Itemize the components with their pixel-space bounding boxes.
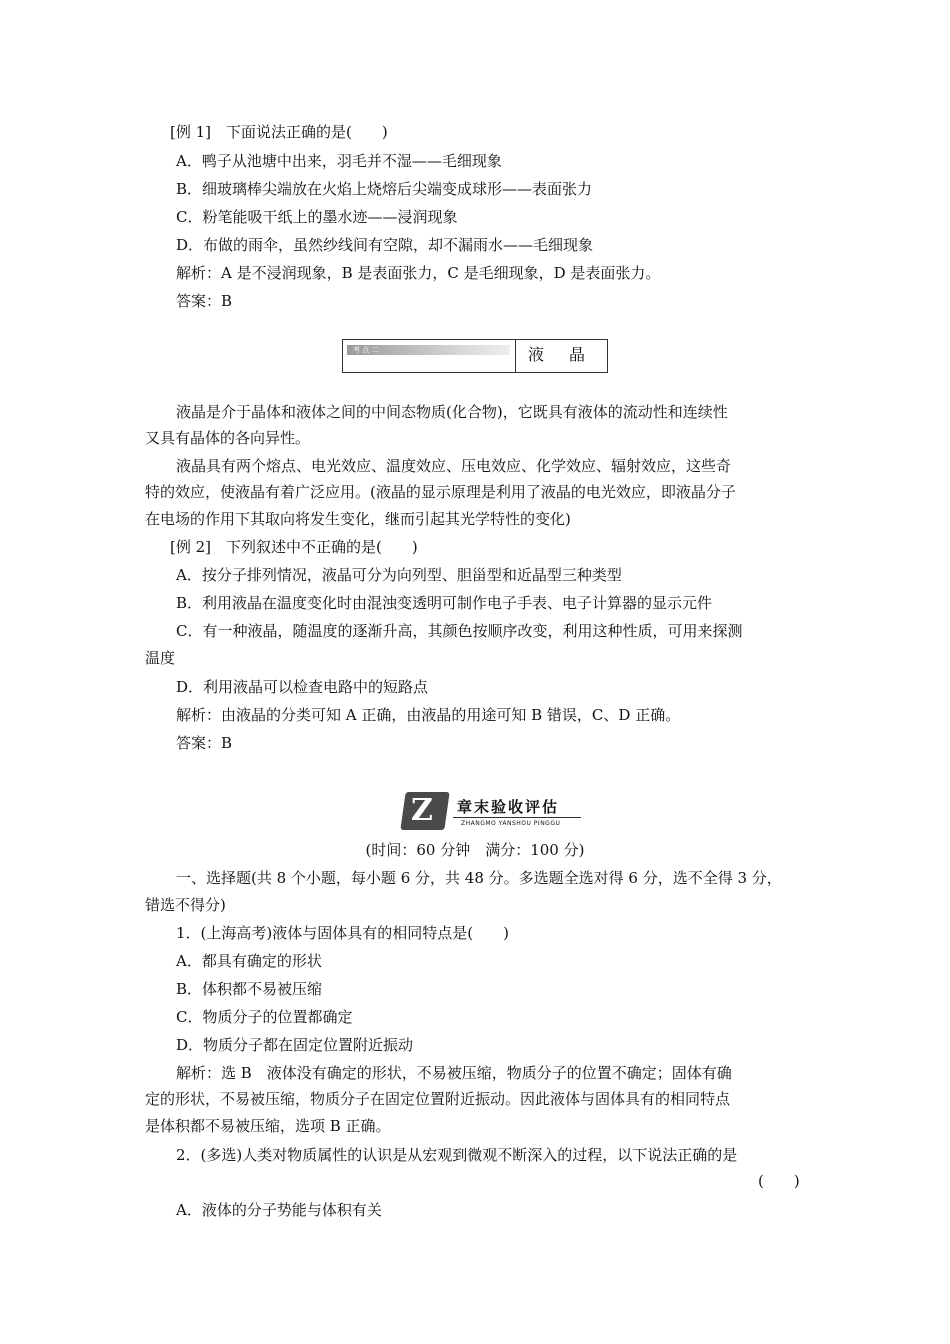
exam-time: (时间：60 分钟 满分：100 分) <box>365 841 585 859</box>
example-1-option-c: C．粉笔能吸干纸上的墨水迹——浸润现象 <box>176 208 458 226</box>
example-1-option-b: B．细玻璃棒尖端放在火焰上烧熔后尖端变成球形——表面张力 <box>176 180 593 198</box>
paragraph-line: 又具有晶体的各向异性。 <box>145 429 311 447</box>
example-2-question: [例 2] 下列叙述中不正确的是( ) <box>170 538 418 556</box>
question-2: 2．(多选)人类对物质属性的认识是从宏观到微观不断深入的过程，以下说法正确的是 <box>176 1146 738 1164</box>
banner-title: 章末验收评估 <box>457 798 560 816</box>
example-1-answer: 答案：B <box>176 292 233 310</box>
question-1: 1．(上海高考)液体与固体具有的相同特点是( ) <box>176 924 509 942</box>
section-header-liquid-crystal <box>342 339 608 373</box>
example-2-option-b: B．利用液晶在温度变化时由混浊变透明可制作电子手表、电子计算器的显示元件 <box>176 594 713 612</box>
paragraph-line: 液晶具有两个熔点、电光效应、温度效应、压电效应、化学效应、辐射效应，这些奇 <box>176 457 732 475</box>
example-1-option-d: D．布做的雨伞，虽然纱线间有空隙，却不漏雨水——毛细现象 <box>176 236 594 254</box>
example-2-option-a: A．按分子排列情况，液晶可分为向列型、胆甾型和近晶型三种类型 <box>176 566 622 584</box>
question-2-option-a: A．液体的分子势能与体积有关 <box>176 1201 382 1219</box>
question-2-answer-paren: ( ) <box>758 1172 800 1190</box>
section-instructions: 一、选择题(共 8 个小题，每小题 6 分，共 48 分。多选题全选对得 6 分，选不全得 3 分， <box>176 869 782 887</box>
section-tag-cell <box>343 340 516 372</box>
question-1-option-d: D．物质分子都在固定位置附近振动 <box>176 1036 414 1054</box>
section-title: 液 晶 <box>527 345 596 364</box>
paragraph-line: 液晶是介于晶体和液体之间的中间态物质(化合物)，它既具有液体的流动性和连续性 <box>176 403 728 421</box>
example-1-analysis: 解析：A 是不浸润现象，B 是表面张力，C 是毛细现象，D 是表面张力。 <box>176 264 661 282</box>
example-2-option-d: D．利用液晶可以检查电路中的短路点 <box>176 678 429 696</box>
example-1-question: [例 1] 下面说法正确的是( ) <box>170 123 388 141</box>
question-1-analysis: 解析：选 B 液体没有确定的形状，不易被压缩，物质分子的位置不确定；固体有确 <box>176 1064 732 1082</box>
example-2-option-c-cont: 温度 <box>145 649 176 667</box>
example-1-option-a: A．鸭子从池塘中出来，羽毛并不湿——毛细现象 <box>176 152 502 170</box>
logo-glyph-icon: Z <box>411 793 433 828</box>
paragraph-line: 特的效应，使液晶有着广泛应用。(液晶的显示原理是利用了液晶的电光效应，即液晶分子 <box>145 483 736 501</box>
chapter-review-banner <box>403 792 583 832</box>
banner-divider <box>453 817 581 818</box>
paragraph-line: 在电场的作用下其取向将发生变化，继而引起其光学特性的变化) <box>145 510 571 528</box>
question-1-option-c: C．物质分子的位置都确定 <box>176 1008 353 1026</box>
banner-subtitle: ZHANGMO YANSHOU PINGGU <box>461 820 561 827</box>
question-1-option-a: A．都具有确定的形状 <box>176 952 322 970</box>
question-1-analysis-cont: 是体积都不易被压缩，选项 B 正确。 <box>145 1117 391 1135</box>
section-instructions-cont: 错选不得分) <box>145 896 226 914</box>
example-2-option-c: C．有一种液晶，随温度的逐渐升高，其颜色按顺序改变，利用这种性质，可用来探测 <box>176 622 743 640</box>
section-tag: 考 点 二 <box>347 345 510 355</box>
example-2-analysis: 解析：由液晶的分类可知 A 正确，由液晶的用途可知 B 错误，C、D 正确。 <box>176 706 681 724</box>
question-1-analysis-cont: 定的形状，不易被压缩，物质分子在固定位置附近振动。因此液体与固体具有的相同特点 <box>145 1090 731 1108</box>
question-1-option-b: B．体积都不易被压缩 <box>176 980 323 998</box>
example-2-answer: 答案：B <box>176 734 233 752</box>
